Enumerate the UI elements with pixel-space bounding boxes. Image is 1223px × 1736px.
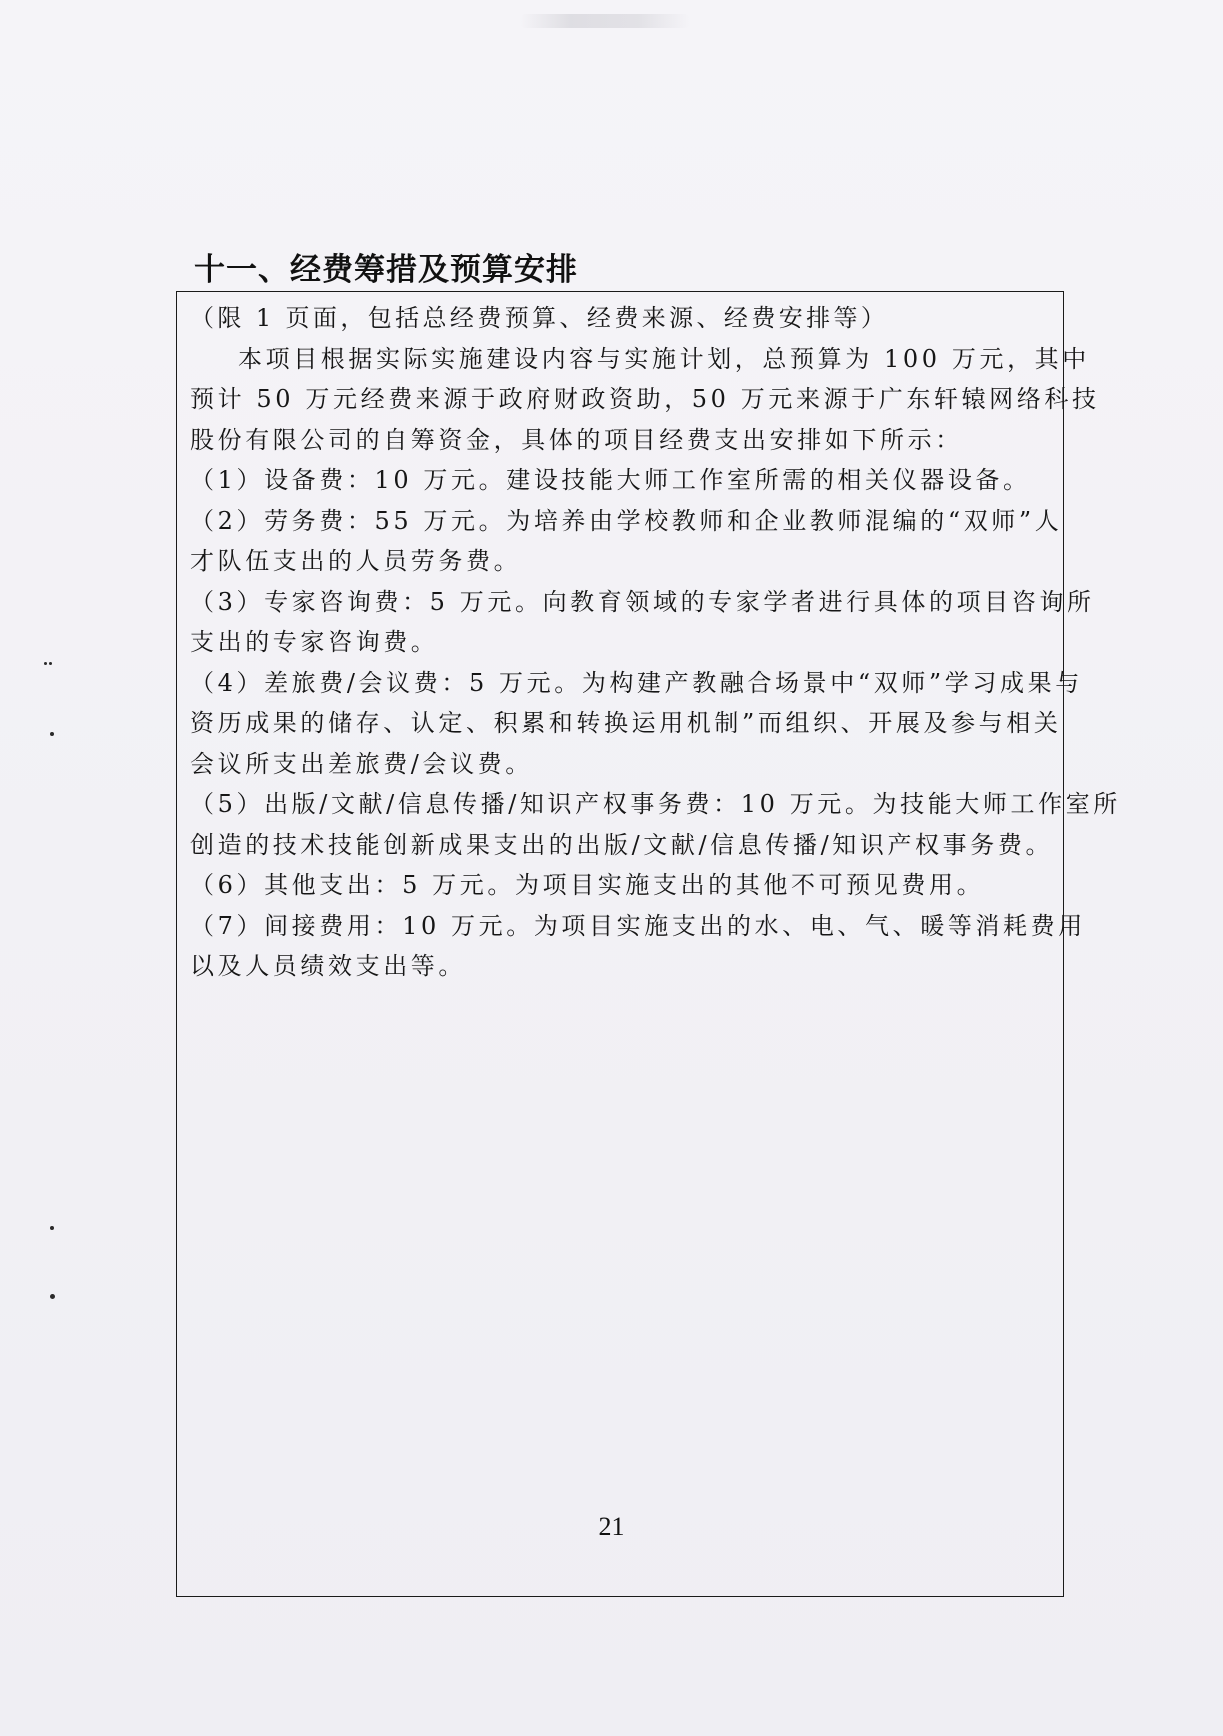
budget-item-line: （1）设备费：10 万元。建设技能大师工作室所需的相关仪器设备。: [190, 466, 1031, 494]
budget-item-line: （3）专家咨询费：5 万元。向教育领域的专家学者进行具体的项目咨询所: [190, 587, 1095, 616]
scan-bleed-mark: [520, 14, 690, 28]
content-body: [190, 298, 1121, 987]
budget-item-indirect: [190, 906, 1086, 987]
budget-item-other: [190, 865, 1050, 906]
budget-item-line: （5）出版/文献/信息传播/知识产权事务费：10 万元。为技能大师工作室所: [190, 790, 1121, 818]
intro-line: 本项目根据实际实施建设内容与实施计划，总预算为 100 万元，其中: [238, 344, 1090, 373]
scan-speck: [50, 1226, 54, 1230]
page-number: 21: [598, 1512, 625, 1541]
budget-item-line: （6）其他支出：5 万元。为项目实施支出的其他不可预见费用。: [190, 871, 985, 899]
section-title: 十一、经费筹措及预算安排: [194, 252, 578, 288]
scan-speck: [44, 662, 47, 665]
budget-item-expert-consulting: [190, 582, 1095, 663]
budget-item-equipment: [190, 460, 1050, 501]
intro-line: 股份有限公司的自筹资金，具体的项目经费支出安排如下所示：: [190, 425, 963, 454]
budget-item-line: 资历成果的储存、认定、积累和转换运用机制”而组织、开展及参与相关: [190, 709, 1062, 737]
budget-item-labor: [190, 501, 1063, 582]
budget-item-line: （2）劳务费：55 万元。为培养由学校教师和企业教师混编的“双师”人: [190, 506, 1063, 535]
budget-item-line: （4）差旅费/会议费：5 万元。为构建产教融合场景中“双师”学习成果与: [190, 668, 1083, 697]
content-box: [176, 291, 1121, 1597]
intro-line: 预计 50 万元经费来源于政府财政资助，50 万元来源于广东轩辕网络科技: [190, 385, 1100, 413]
budget-item-line: 才队伍支出的人员劳务费。: [190, 547, 522, 575]
budget-item-publication-ip: [190, 784, 1121, 865]
budget-item-line: 创造的技术技能创新成果支出的出版/文献/信息传播/知识产权事务费。: [190, 830, 1054, 859]
scan-speck: [50, 732, 54, 736]
budget-item-travel-meeting: [190, 663, 1083, 785]
budget-item-line: 支出的专家咨询费。: [190, 628, 439, 656]
scan-speck: [50, 1294, 55, 1299]
budget-item-line: 以及人员绩效支出等。: [190, 952, 466, 980]
budget-item-line: 会议所支出差旅费/会议费。: [190, 749, 533, 778]
instruction-note: （限 1 页面，包括总经费预算、经费来源、经费安排等）: [190, 304, 889, 332]
budget-item-line: （7）间接费用：10 万元。为项目实施支出的水、电、气、暖等消耗费用: [190, 911, 1086, 940]
scan-speck: [49, 662, 52, 665]
